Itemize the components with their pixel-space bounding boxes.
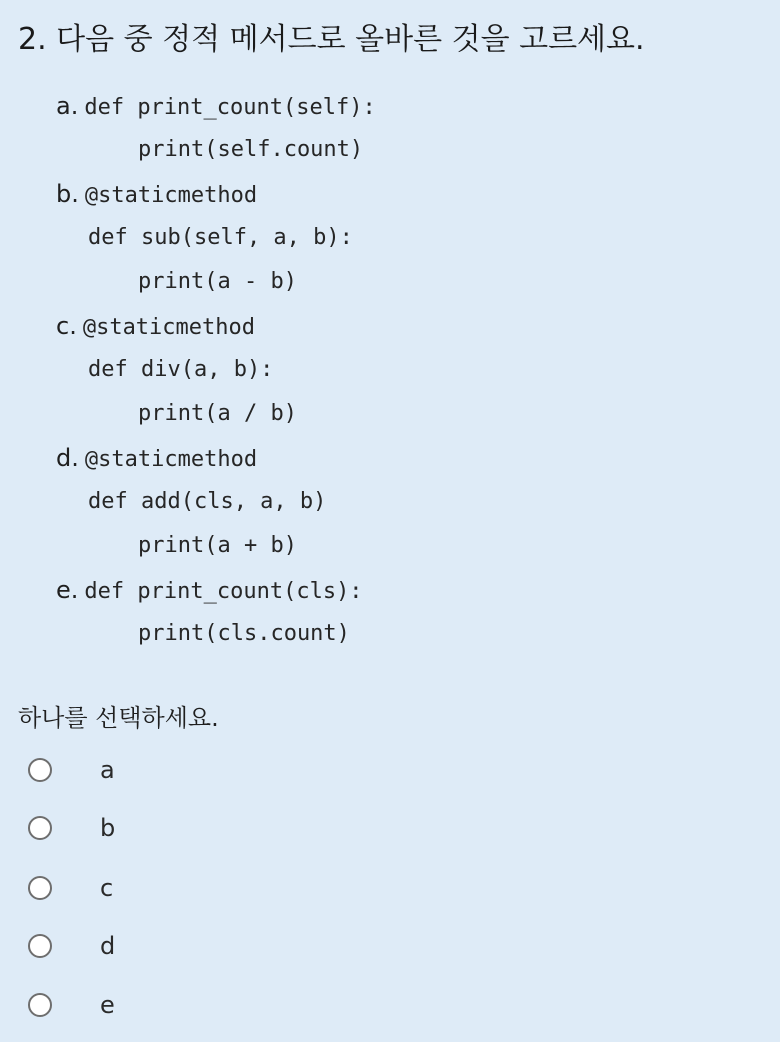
- option-b-code-1: @staticmethod: [84, 183, 258, 208]
- choice-a[interactable]: [28, 753, 328, 787]
- choice-e[interactable]: [28, 988, 328, 1022]
- option-e-line-1: [56, 568, 363, 612]
- question-title: 2. 다음 중 정적 메서드로 올바른 것을 고르세요.: [18, 22, 645, 57]
- radio-d[interactable]: [28, 934, 52, 958]
- option-a-code-1: def print_count(self):: [84, 95, 376, 120]
- choice-d-label[interactable]: d: [100, 932, 116, 960]
- option-d-line-3: print(a + b): [138, 533, 297, 558]
- option-c-line-3: print(a / b): [138, 401, 297, 426]
- option-e-letter: e.: [56, 576, 79, 604]
- radio-b[interactable]: [28, 816, 52, 840]
- radio-e[interactable]: [28, 993, 52, 1017]
- option-d-letter: d.: [56, 444, 79, 472]
- option-c-code-1: @staticmethod: [82, 315, 256, 340]
- option-b-line-1: [56, 172, 257, 216]
- answer-prompt: 하나를 선택하세요.: [18, 704, 219, 732]
- option-c-line-1: [56, 304, 255, 348]
- choice-d[interactable]: [28, 929, 328, 963]
- option-c-line-2: def div(a, b):: [88, 357, 274, 382]
- option-b-line-2: def sub(self, a, b):: [88, 225, 353, 250]
- choice-b-label[interactable]: b: [100, 814, 116, 842]
- choice-e-label[interactable]: e: [100, 991, 115, 1019]
- option-e-code-1: def print_count(cls):: [84, 579, 363, 604]
- option-d-line-1: [56, 436, 257, 480]
- option-d-code-1: @staticmethod: [84, 447, 258, 472]
- option-e-line-2: print(cls.count): [138, 621, 350, 646]
- option-b-letter: b.: [56, 180, 79, 208]
- option-a-letter: a.: [56, 92, 79, 120]
- choice-c-label[interactable]: c: [100, 874, 114, 902]
- radio-a[interactable]: [28, 758, 52, 782]
- radio-c[interactable]: [28, 876, 52, 900]
- option-c-letter: c.: [56, 312, 77, 340]
- option-d-line-2: def add(cls, a, b): [88, 489, 327, 514]
- choice-a-label[interactable]: a: [100, 756, 115, 784]
- choice-b[interactable]: [28, 811, 328, 845]
- choice-c[interactable]: [28, 871, 328, 905]
- option-a-line-1: [56, 84, 376, 128]
- option-a-line-2: print(self.count): [138, 137, 364, 162]
- option-b-line-3: print(a - b): [138, 269, 297, 294]
